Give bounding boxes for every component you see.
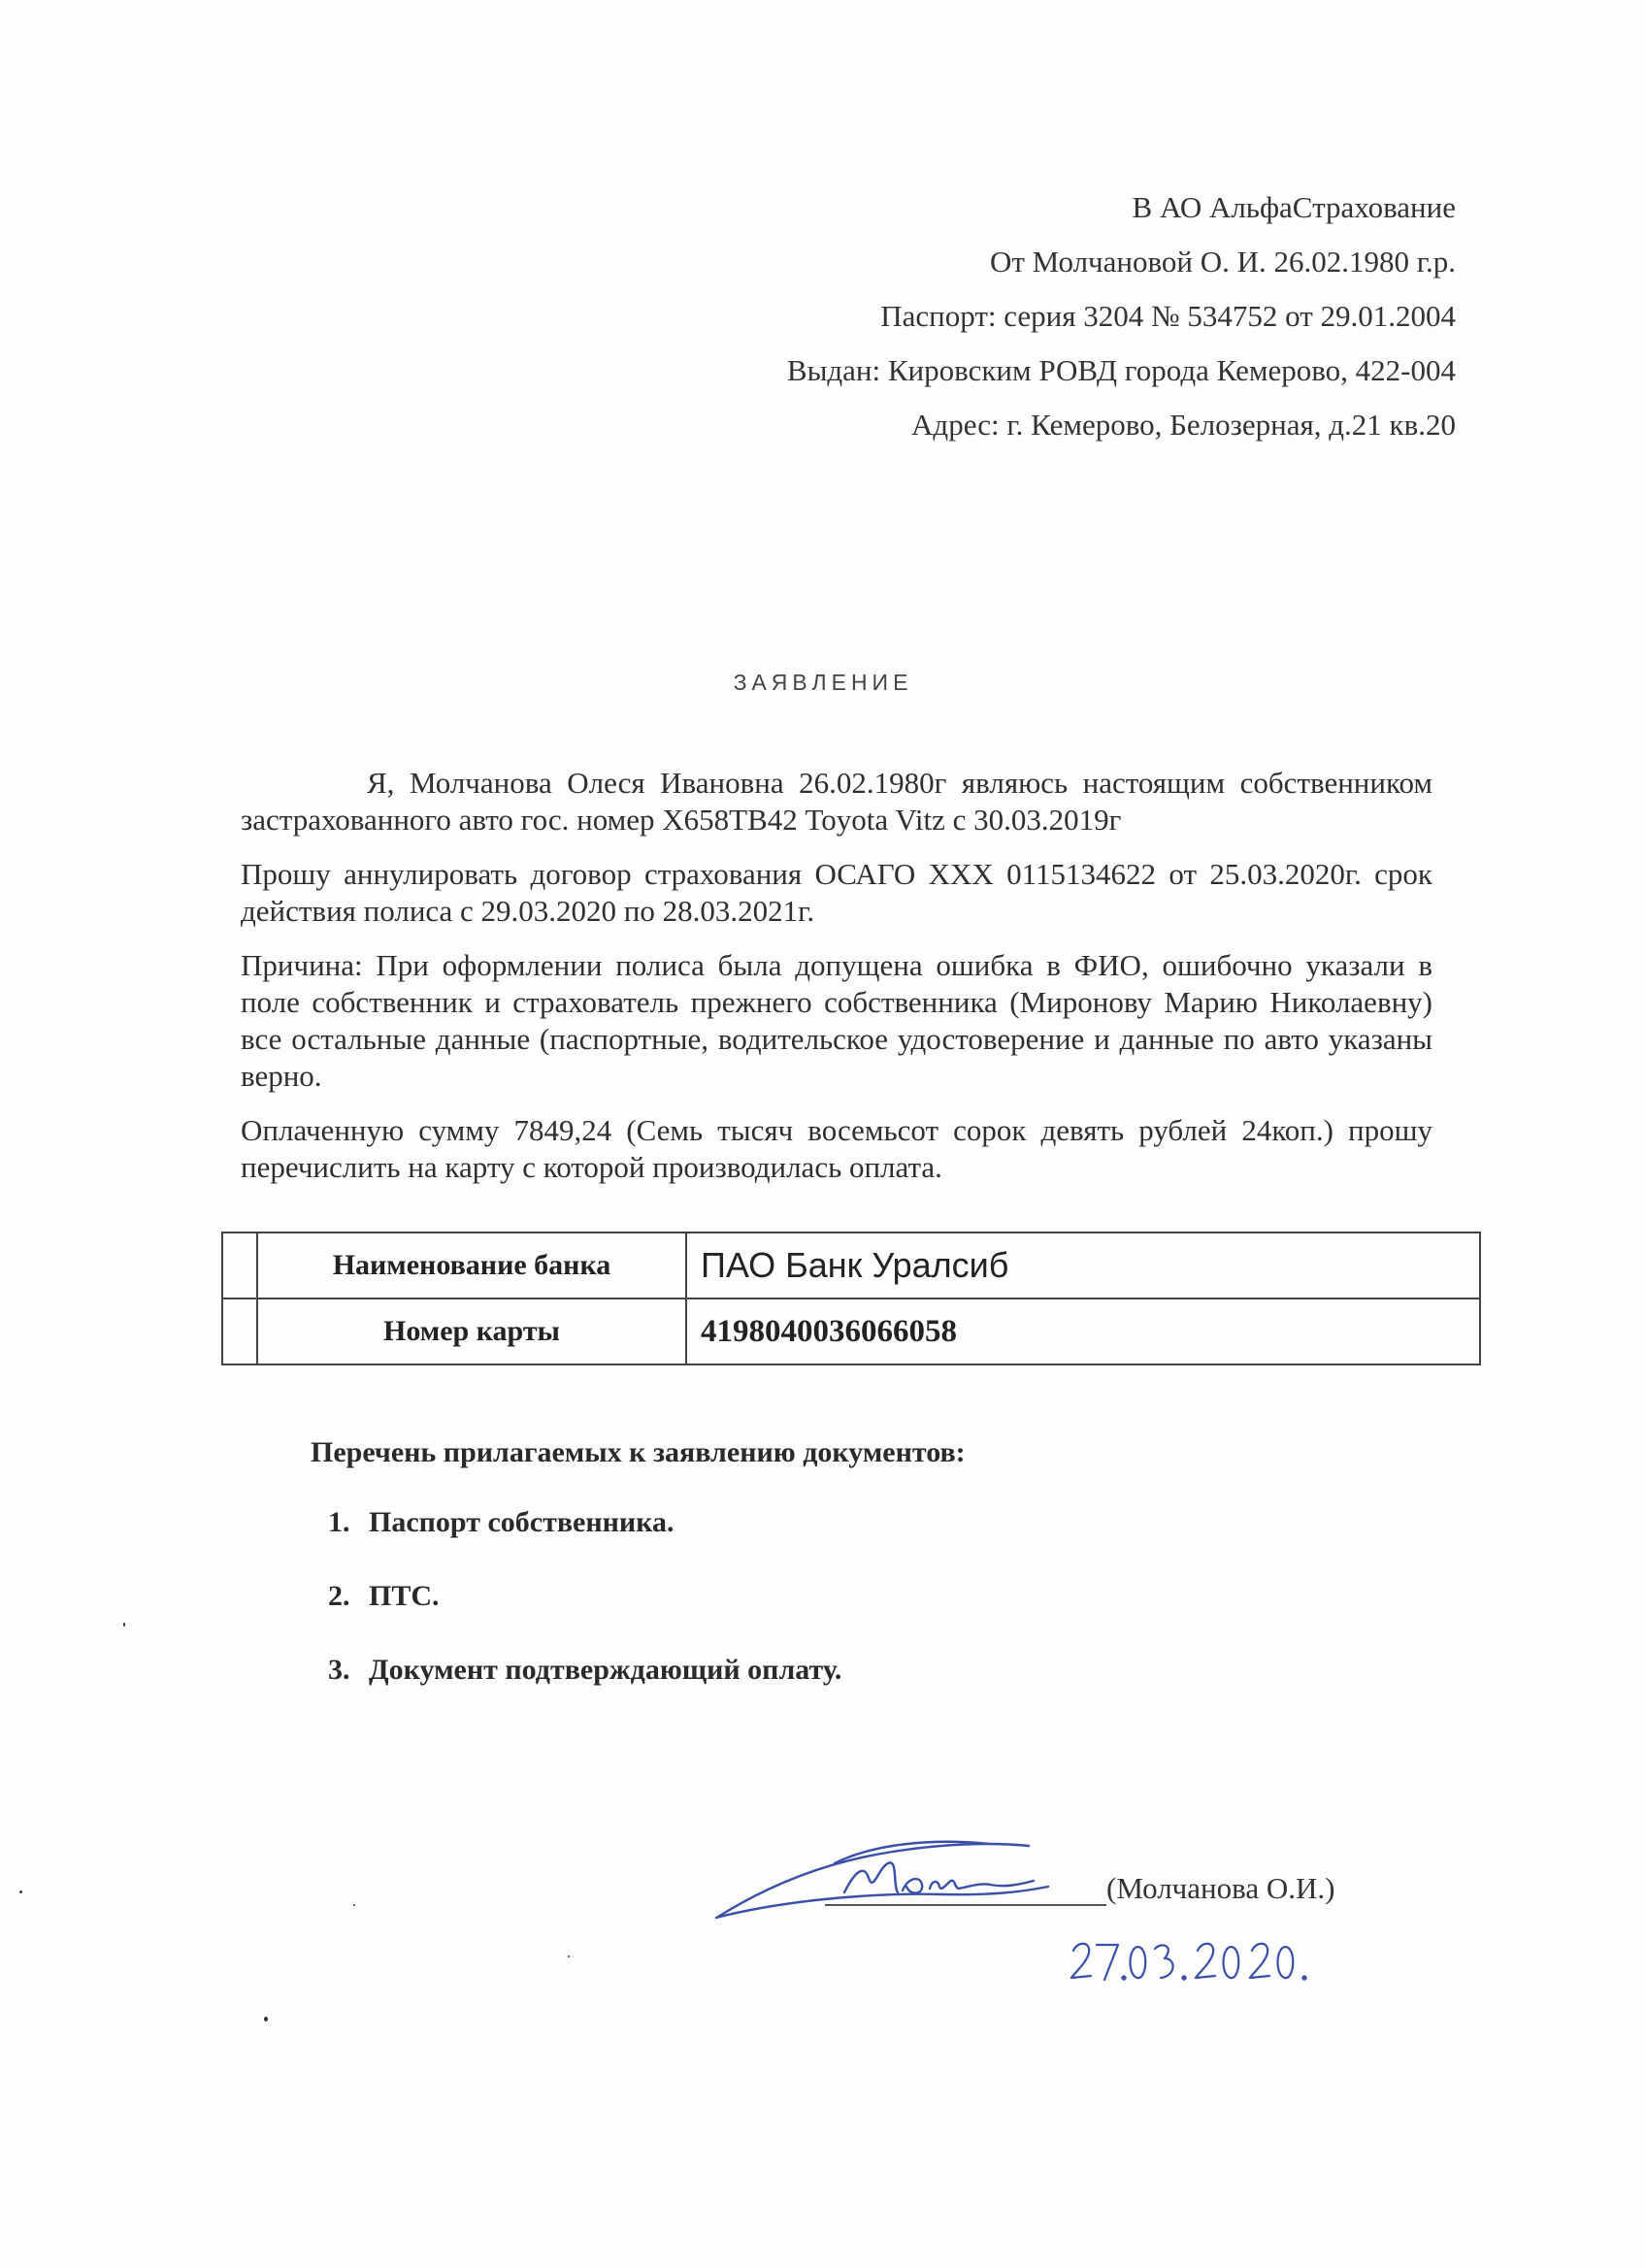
statement-paragraph-refund: Оплаченную сумму 7849,24 (Семь тысяч восемьсот сорок девять рублей 24коп.) прошу перечислить на карту с которой производилась оплата. xyxy=(241,1113,1432,1184)
card-number-label: Номер карты xyxy=(257,1298,686,1364)
bank-name-value: ПАО Банк Уралсиб xyxy=(701,1245,1009,1285)
attached-documents xyxy=(311,1436,966,1727)
scan-speck xyxy=(353,1904,355,1906)
scan-speck xyxy=(568,1956,570,1957)
bank-name-label: Наименование банка xyxy=(257,1233,686,1298)
sender-address: Адрес: г. Кемерово, Белозерная, д.21 кв.20 xyxy=(911,408,1456,442)
list-item: 1. Паспорт собственника. xyxy=(357,1506,966,1539)
scan-speck xyxy=(264,2017,268,2021)
passport-info: Паспорт: серия 3204 № 534752 от 29.01.2004 xyxy=(880,299,1456,333)
statement-paragraph-reason: Причина: При оформлении полиса была допущена ошибка в ФИО, ошибочно указали в поле собственник и страхователь прежнего собственника (Миронову Марию Николаевну) все остальные данные (паспортные, водительское удостоверение и данные по авто указаны верно. xyxy=(241,948,1432,1093)
scan-speck xyxy=(123,1623,125,1627)
passport-issued-by: Выдан: Кировским РОВД города Кемерово, 422-004 xyxy=(786,353,1456,387)
signature-line xyxy=(825,1904,1106,1906)
list-item: 3. Документ подтверждающий оплату. xyxy=(357,1654,966,1687)
addressee-company: В АО АльфаСтрахование xyxy=(1132,190,1456,224)
handwritten-date xyxy=(1068,1931,1359,1989)
addressee-block xyxy=(787,181,1456,452)
table-row xyxy=(222,1233,1480,1298)
list-item: 2. ПТС. xyxy=(357,1580,966,1613)
attached-documents-heading: Перечень прилагаемых к заявлению документов: xyxy=(311,1436,966,1468)
statement-body xyxy=(241,765,1432,1203)
document-title: ЗАЯВЛЕНИЕ xyxy=(733,670,913,695)
handwritten-signature xyxy=(699,1824,1106,1931)
attached-documents-list xyxy=(311,1506,966,1687)
card-number-value: 4198040036066058 xyxy=(701,1313,957,1349)
statement-paragraph-request: Прошу аннулировать договор страхования ОСАГО ХХХ 0115134622 от 25.03.2020г. срок действия полиса с 29.03.2020 по 28.03.2021г. xyxy=(241,857,1432,928)
scan-speck xyxy=(19,1890,22,1893)
bank-details-table xyxy=(221,1232,1481,1365)
statement-paragraph-owner: Я, Молчанова Олеся Ивановна 26.02.1980г являюсь настоящим собственником застрахованного авто гос. номер Х658ТВ42 Toyota Vitz с 30.03.2019г xyxy=(241,766,1432,837)
table-row xyxy=(222,1298,1480,1364)
signer-name: (Молчанова О.И.) xyxy=(1106,1871,1335,1905)
sender-name: От Молчановой О. И. 26.02.1980 г.р. xyxy=(990,245,1456,279)
